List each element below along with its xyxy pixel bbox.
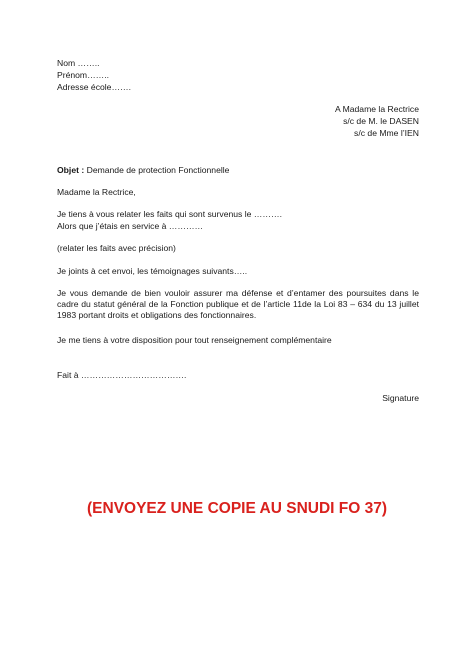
salutation: Madame la Rectrice, <box>57 187 136 197</box>
precision-note: (relater les faits avec précision) <box>57 243 176 253</box>
sender-name: Nom …….. <box>57 58 100 68</box>
signature-label: Signature <box>382 393 419 403</box>
subject-line <box>57 165 229 176</box>
subject-label: Objet : <box>57 165 85 175</box>
sender-firstname: Prénom…….. <box>57 70 110 80</box>
facts-line-2: Alors que j’étais en service à ………… <box>57 221 204 231</box>
send-copy-notice: (ENVOYEZ UNE COPIE AU SNUDI FO 37) <box>87 500 387 517</box>
subject-text: Demande de protection Fonctionnelle <box>84 165 230 175</box>
recipient-line-2: s/c de M. le DASEN <box>343 116 419 126</box>
recipient-line-1: A Madame la Rectrice <box>334 104 419 114</box>
testimonies-line: Je joints à cet envoi, les témoignages suivants….. <box>57 266 248 276</box>
recipient-line-3: s/c de Mme l’IEN <box>354 128 419 138</box>
sender-school-address: Adresse école……. <box>57 82 132 92</box>
request-paragraph: Je vous demande de bien vouloir assurer ma défense et d’entamer des poursuites dans le cadre du statut général de la Fonction publique et de l’article 11de la Loi 83 – 634 du 13 juillet 1983 portant droits et obligations des fonctionnaires. <box>57 288 419 320</box>
place-date-line: Fait à ………………………………. <box>57 370 187 380</box>
facts-line-1: Je tiens à vous relater les faits qui sont survenus le ………. <box>57 209 282 219</box>
availability-line: Je me tiens à votre disposition pour tout renseignement complémentaire <box>57 335 332 345</box>
